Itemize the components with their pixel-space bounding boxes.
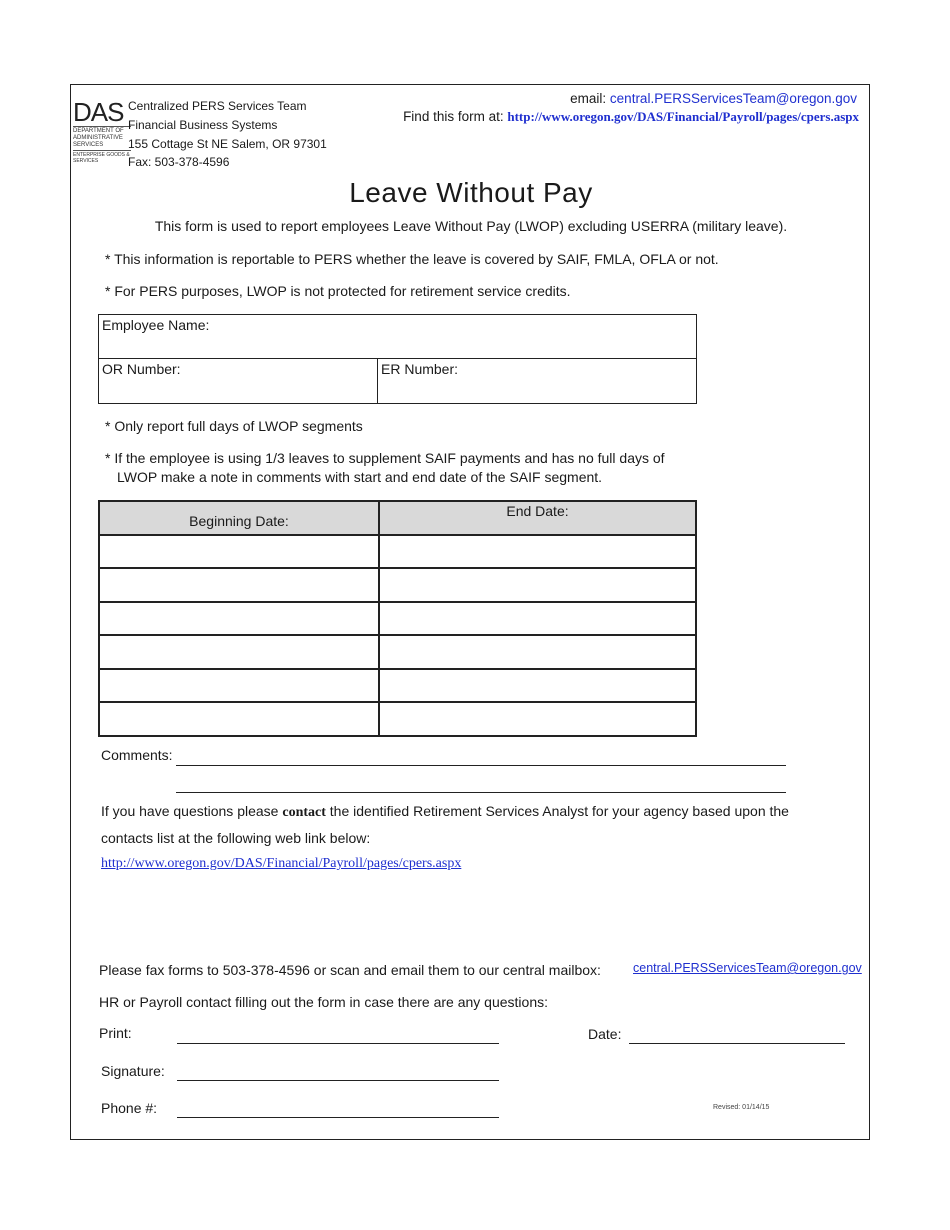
table-row (99, 568, 696, 602)
beginning-date-header: Beginning Date: (99, 501, 379, 535)
phone-label: Phone #: (101, 1100, 158, 1116)
employee-name-label: Employee Name: (102, 317, 210, 333)
logo-department: DEPARTMENT OF ADMINISTRATIVE SERVICES (73, 126, 131, 149)
date-line[interactable] (629, 1043, 845, 1044)
questions-text-line-1 (101, 803, 789, 821)
org-line-1: Centralized PERS Services Team (128, 99, 307, 113)
date-label: Date: (588, 1026, 622, 1042)
fax-email-link[interactable]: central.PERSServicesTeam@oregon.gov (633, 961, 862, 975)
questions-bold: contact (282, 805, 326, 820)
table-row (99, 602, 696, 636)
org-line-2: Financial Business Systems (128, 118, 278, 132)
email-label: email: (570, 91, 607, 106)
or-number-field[interactable] (98, 358, 378, 404)
comments-label: Comments: (101, 747, 173, 763)
table-row (99, 669, 696, 703)
beginning-date-cell[interactable] (99, 669, 379, 703)
questions-post: the identified Retirement Services Analyst for your agency based upon the (329, 803, 789, 819)
beginning-date-cell[interactable] (99, 568, 379, 602)
beginning-date-cell[interactable] (99, 535, 379, 569)
table-row (99, 702, 696, 736)
contacts-link[interactable]: http://www.oregon.gov/DAS/Financial/Payroll/pages/cpers.aspx (101, 856, 462, 871)
revised-date: Revised: 01/14/15 (713, 1104, 770, 1111)
signature-line[interactable] (177, 1080, 499, 1081)
end-date-cell[interactable] (379, 568, 696, 602)
er-number-field[interactable] (377, 358, 697, 404)
beginning-date-cell[interactable] (99, 602, 379, 636)
logo-text: DAS (73, 97, 124, 127)
er-number-label: ER Number: (381, 361, 459, 377)
print-line[interactable] (177, 1043, 499, 1044)
org-line-3: 155 Cottage St NE Salem, OR 97301 (128, 137, 327, 151)
fax-instructions: Please fax forms to 503-378-4596 or scan and email them to our central mailbox: (99, 962, 601, 978)
end-date-header: End Date: (379, 501, 696, 535)
note-not-protected: * For PERS purposes, LWOP is not protected for retirement service credits. (105, 283, 571, 299)
print-label: Print: (99, 1025, 132, 1041)
find-label: Find this form at: (403, 109, 504, 124)
org-line-4: Fax: 503-378-4596 (128, 155, 230, 169)
beginning-date-cell[interactable] (99, 702, 379, 736)
or-number-label: OR Number: (102, 361, 181, 377)
questions-text-line-2: contacts list at the following web link below: (101, 830, 371, 846)
phone-line[interactable] (177, 1117, 499, 1118)
note-saif-line-2: LWOP make a note in comments with start and end date of the SAIF segment. (117, 469, 603, 485)
table-header-row (99, 501, 696, 535)
table-row (99, 635, 696, 669)
header-find-row (403, 109, 859, 125)
header-form-link[interactable]: http://www.oregon.gov/DAS/Financial/Payroll/pages/cpers.aspx (507, 109, 859, 124)
end-date-cell[interactable] (379, 602, 696, 636)
header-email-link[interactable]: central.PERSServicesTeam@oregon.gov (609, 91, 857, 106)
note-saif-line-1: * If the employee is using 1/3 leaves to supplement SAIF payments and has no full days of (105, 450, 665, 466)
lwop-dates-table (98, 500, 697, 737)
signature-label: Signature: (101, 1063, 165, 1079)
page-title: Leave Without Pay (349, 177, 593, 208)
note-reportable: * This information is reportable to PERS whether the leave is covered by SAIF, FMLA, OFLA or not. (105, 251, 719, 267)
das-logo (73, 99, 131, 171)
comments-line-1[interactable] (176, 765, 786, 766)
questions-pre: If you have questions please (101, 803, 279, 819)
logo-subtitle: ENTERPRISE GOODS & SERVICES (73, 152, 130, 164)
employee-name-field[interactable] (98, 314, 697, 359)
note-full-days: * Only report full days of LWOP segments (105, 418, 363, 434)
contact-instructions: HR or Payroll contact filling out the form in case there are any questions: (99, 994, 548, 1010)
header-email-row (570, 91, 857, 106)
end-date-cell[interactable] (379, 669, 696, 703)
end-date-cell[interactable] (379, 635, 696, 669)
beginning-date-cell[interactable] (99, 635, 379, 669)
end-date-cell[interactable] (379, 702, 696, 736)
form-page (70, 84, 870, 1140)
table-row (99, 535, 696, 569)
form-description: This form is used to report employees Leave Without Pay (LWOP) excluding USERRA (military leave). (154, 218, 788, 234)
comments-line-2[interactable] (176, 792, 786, 793)
end-date-cell[interactable] (379, 535, 696, 569)
